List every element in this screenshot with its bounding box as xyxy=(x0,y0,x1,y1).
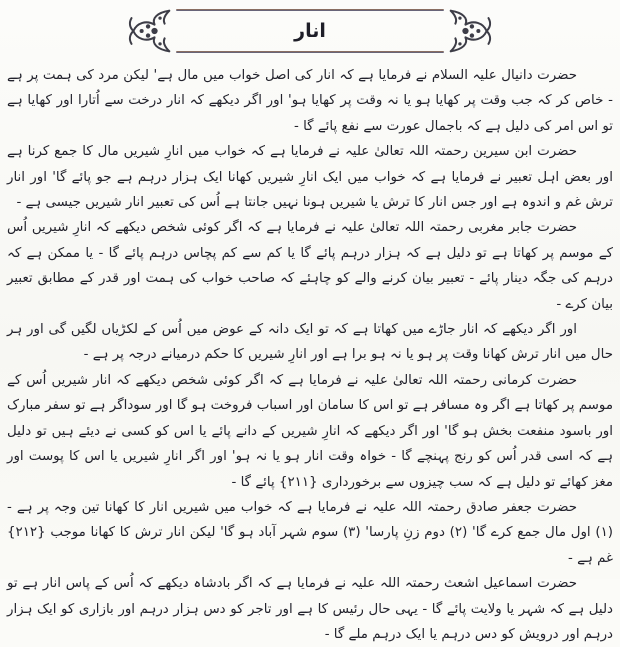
body-text xyxy=(0,56,620,647)
paragraph-daniyal: حضرت دانیال علیہ السلام نے فرمایا ہے کہ انار کی اصل خواب میں مال ہے' لیکن مرد کی ہمت پر ہے - خاص کر کہ جب وقت پر کھایا ہو یا نہ وقت پر کھایا ہو' اور اگر دیکھے کہ انار درخت سے اُتارا اور کھایا ہے تو اس امر کی دلیل ہے کہ باجمال عورت سے نفع پائے گا - xyxy=(7,68,613,134)
paragraph-sour-pomegranate: اور اگر دیکھے کہ انار جاڑے میں کھاتا ہے کہ تو ایک دانہ کے عوض میں اُس کے لکڑیاں لگیں گی اور ہر حال میں انار ترش کھانا وقت پر ہو یا نہ ہو برا ہے اور انارِ شیریں کا حکم درمیانے درجہ پر ہے - xyxy=(7,322,613,363)
paragraph-ibn-sirin: حضرت ابن سیرین رحمتہ اللہ تعالیٰ علیہ نے فرمایا ہے کہ خواب میں انارِ شیریں مال کا جمع کرنا ہے اور بعض اہل تعبیر نے فرمایا ہے کہ خواب میں ایک انارِ شیریں کھانا ایک ہزار درہم ہے جو پائے گا' اور انار ترش غم و اندوہ ہے اور جس انار کا ترش یا شیریں ہونا نہیں جانتا ہے اُس کی تعبیر انار شیریں جیسی ہے - xyxy=(7,144,613,211)
paragraph-ismail-ashath: حضرت اسماعیل اشعث رحمتہ اللہ علیہ نے فرمایا ہے کہ اگر بادشاہ دیکھے کہ اُس کے پاس انار ہے تو دلیل ہے کہ شہر یا ولایت پائے گا - یہی حال رئیس کا ہے اور تاجر کو دس ہزار درہم اور بازاری کو ایک ہزار درہم اور درویش کو دس درہم یا ایک درہم ملے گا - xyxy=(7,576,613,642)
floral-flourish-left-icon xyxy=(126,5,172,57)
title-box xyxy=(176,9,444,53)
bottom-rule-divider xyxy=(176,51,444,53)
paragraph-jafar-sadiq: حضرت جعفر صادق رحمتہ اللہ علیہ نے فرمایا ہے کہ خواب میں شیریں انار کا کھانا تین وجہ پر ہے - (۱) اول مال جمع کرے گا' (۲) دوم زنِ پارسا' (۳) سوم شہر آباد ہو گا' لیکن انار ترش کا کھانا موجب {۲۱۲} غم ہے - xyxy=(7,499,614,566)
paragraph-kirmani: حضرت کرمانی رحمتہ اللہ تعالیٰ علیہ نے فرمایا ہے کہ اگر کوئی شخص دیکھے کہ انار شیریں اُس کے موسم پر کھاتا ہے اگر وہ مسافر ہے تو اس کا سامان اور اسباب فروخت ہو گا اور سوداگر ہے تو سفر مبارک اور باسود منفعت بخش ہو گا' اور اگر دیکھے کہ انارِ شیریں کے دانے پائے یا اس کو کسی نے دیئے ہیں تو دلیل ہے کہ اسی قدر اُس کو رنج پہنچے گا - خواہ وقت انار ہو یا نہ ہو' اور اگر انارِ شیریں یا اس کا پوست اور مغز کھائے تو دلیل ہے کہ سب چیزوں سے برخورداری {۲۱۱} پائے گا - xyxy=(7,372,613,490)
floral-flourish-right-icon xyxy=(448,5,494,57)
title-header xyxy=(0,0,620,56)
top-rule-divider xyxy=(176,9,444,11)
page-title: انار xyxy=(294,20,326,42)
paragraph-jabir-maghribi: حضرت جابر مغربی رحمتہ اللہ تعالیٰ علیہ نے فرمایا ہے کہ اگر کوئی شخص دیکھے کہ انارِ شیریں اُس کے موسم پر کھاتا ہے تو دلیل ہے کہ ہزار درہم پائے گا یا کم سے کم پچاس درہم پائے گا - یا ممکن ہے کہ درہم کی جگہ دینار پائے - تعبیر بیان کرنے والے کو چاہئے کہ صاحب خواب کی ہمت اور قدر کے مطابق تعبیر بیان کرے - xyxy=(7,220,613,312)
